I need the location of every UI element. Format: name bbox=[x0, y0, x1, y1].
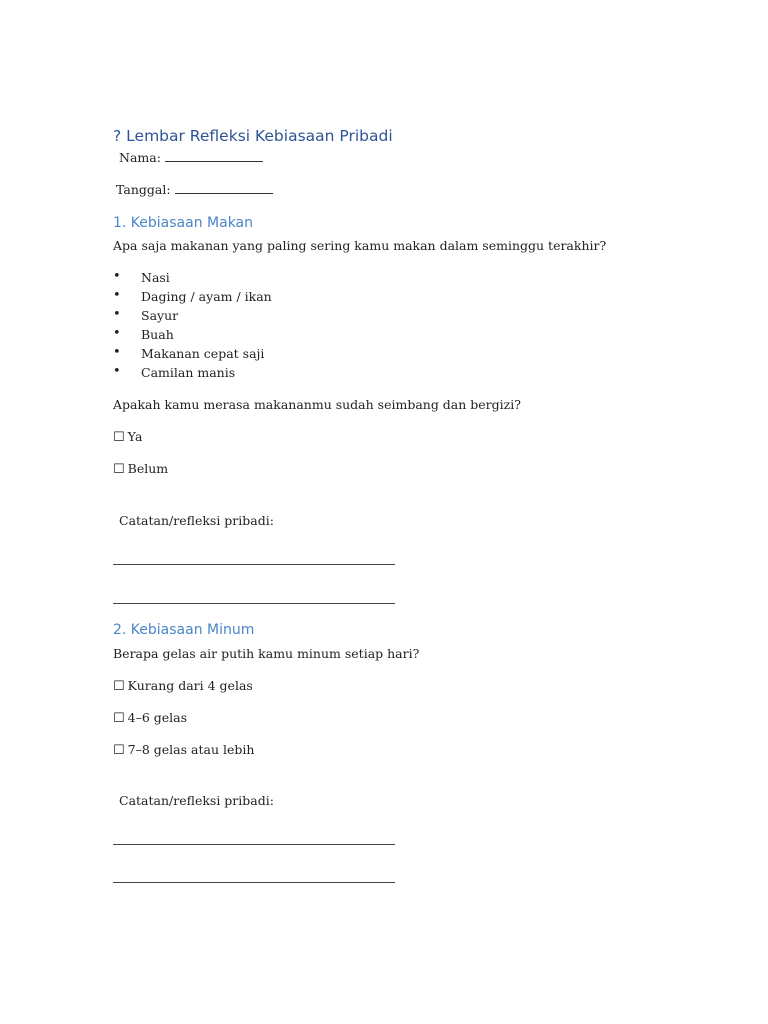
bullet-icon: • bbox=[113, 269, 121, 284]
date-blank-line bbox=[175, 182, 273, 194]
notes-line bbox=[113, 603, 395, 604]
section-heading-makan: 1. Kebiasaan Makan bbox=[113, 215, 254, 231]
bullet-icon: • bbox=[113, 345, 121, 360]
option-label: Ya bbox=[127, 429, 143, 444]
option-label: 7–8 gelas atau lebih bbox=[127, 742, 255, 757]
checkbox-icon[interactable]: ☐ bbox=[113, 711, 125, 726]
notes-label-makan: Catatan/refleksi pribadi: bbox=[119, 513, 274, 528]
checkbox-icon[interactable]: ☐ bbox=[113, 462, 125, 477]
option-kurang-4[interactable] bbox=[113, 678, 253, 695]
notes-label-minum: Catatan/refleksi pribadi: bbox=[119, 793, 274, 808]
bullet-icon: • bbox=[113, 288, 121, 303]
option-label: 4–6 gelas bbox=[127, 710, 188, 725]
name-label: Nama: bbox=[119, 150, 161, 165]
list-item: Sayur bbox=[141, 308, 179, 323]
question-seimbang: Apakah kamu merasa makananmu sudah seimbang dan bergizi? bbox=[113, 397, 521, 412]
title-text: Lembar Refleksi Kebiasaan Pribadi bbox=[126, 127, 393, 145]
option-belum[interactable] bbox=[113, 461, 168, 478]
checkbox-icon[interactable]: ☐ bbox=[113, 743, 125, 758]
list-item: Buah bbox=[141, 327, 174, 342]
option-label: Belum bbox=[127, 461, 169, 476]
page-title bbox=[113, 127, 393, 145]
list-item: Nasi bbox=[141, 270, 170, 285]
date-label: Tanggal: bbox=[116, 182, 171, 197]
question-makan: Apa saja makanan yang paling sering kamu makan dalam seminggu terakhir? bbox=[113, 238, 607, 253]
section-heading-minum: 2. Kebiasaan Minum bbox=[113, 622, 255, 638]
option-ya[interactable] bbox=[113, 429, 142, 446]
list-item: Daging / ayam / ikan bbox=[141, 289, 272, 304]
option-label: Kurang dari 4 gelas bbox=[127, 678, 253, 693]
bullet-icon: • bbox=[113, 326, 121, 341]
option-4-6[interactable] bbox=[113, 710, 187, 727]
bullet-icon: • bbox=[113, 364, 121, 379]
list-item: Camilan manis bbox=[141, 365, 236, 380]
notes-line bbox=[113, 882, 395, 883]
checkbox-icon[interactable]: ☐ bbox=[113, 430, 125, 445]
list-item: Makanan cepat saji bbox=[141, 346, 265, 361]
notes-line bbox=[113, 564, 395, 565]
name-field bbox=[119, 150, 263, 166]
question-minum: Berapa gelas air putih kamu minum setiap hari? bbox=[113, 646, 420, 661]
checkbox-icon[interactable]: ☐ bbox=[113, 679, 125, 694]
option-7-8[interactable] bbox=[113, 742, 254, 759]
date-field bbox=[116, 182, 273, 198]
notes-line bbox=[113, 844, 395, 845]
title-icon: ? bbox=[113, 127, 122, 145]
name-blank-line bbox=[165, 150, 263, 162]
bullet-icon: • bbox=[113, 307, 121, 322]
